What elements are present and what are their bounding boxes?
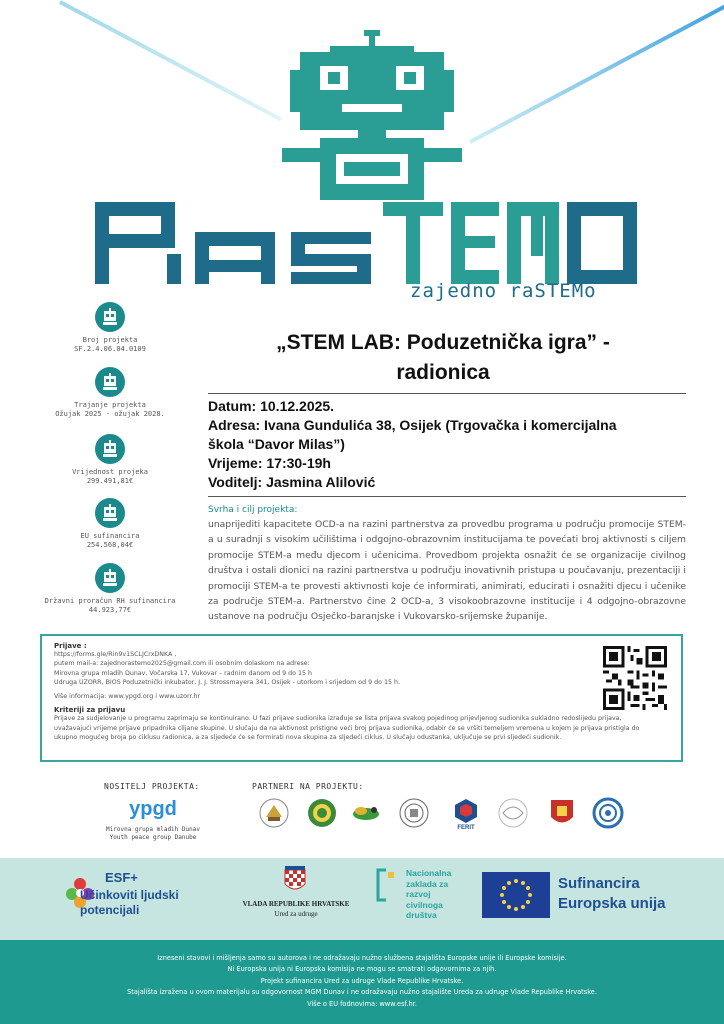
more-info: Više informacija: www.ypgd.org i www.uzorr.hr [54,693,201,701]
carrier-heading: NOSITELJ PROJEKTA: [104,782,200,791]
disclaimer-line: Stajališta izražena u ovom materijalu su odgovornost MGM Dunav i ne odražavaju nužno stajalište Ureda za udruge Vlade Republike Hrvatske. [127,988,597,997]
partner-logo-ring [592,797,624,829]
event-title [208,328,678,388]
stat-project-number [40,302,180,354]
stat-duration [40,367,180,419]
carrier-name-line2: Youth peace group Danube [109,834,197,841]
stat-value: Ožujak 2025 - ožujak 2028. [55,410,165,418]
esf-label: ESF+ [105,870,138,885]
criteria-text: uvažavajući vrijeme prijave pripadnika ciljane skupine. U slučaju da na aktivnost pristigne veći broj prijava sudionika, odabir će se vršiti temeljem vremena u kojem je prijava pristigla do [54,724,640,732]
partner-logo-school-2 [306,797,338,829]
purpose-section [208,505,686,625]
robot-head-icon [95,367,125,397]
stat-value: SF.2.4.06.04.0109 [74,345,146,353]
nzrcd-bracket-logo [376,868,402,902]
registration-line: Udruga UZORR, BIOS Poduzetnički inkubator, J. J. Strossmayera 341, Osijek - utorkom i srijedom od 9 do 15 h. [54,678,400,686]
ypgd-logo-text: ypgd [129,798,177,820]
esf-program [80,888,179,918]
qr-code[interactable] [603,646,667,710]
event-details [208,393,686,497]
criteria-text: ukupno mogućeg broja po ciklusu radionica, a za sljedeće će se formirati nova skupina za sljedeći ciklus. U slučaju odustanka, uključuje se prvi sljedeći sudionik. [54,734,562,742]
disclaimer-line: Više o EU fodnovima: www.esf.hr. [307,999,417,1008]
nzrcd-name [406,868,451,921]
stat-value: 254.568,04€ [86,541,134,549]
rastemo-logo [95,198,640,286]
ypgd-logo [126,796,180,820]
robot-head-icon [95,563,125,593]
registration-link[interactable]: https://forms.gle/Rin9v1SCLJCrxDNKA , [54,651,177,658]
stat-label: Broj projekta [82,336,138,344]
registration-line: Mirovna grupa mladih Dunav, Vočarska 17, Vukovar – radnim danom od 9 do 15 h [54,669,313,677]
stat-label: EU sufinancira [80,532,140,540]
registration-box [40,634,683,762]
event-title-line1: „STEM LAB: Poduzetnička igra” - [276,331,610,354]
stat-value: 44.923,77€ [88,606,132,614]
registration-line: putem mail-a: zajednorastemo2025@gmail.com ili osobnim dolaskom na adrese: [54,660,310,668]
esf-line1: Učinkoviti ljudski [80,888,179,902]
croatian-coat-of-arms [284,866,306,894]
stat-project-value [40,434,180,486]
event-address-line2: škola “Davor Milas”) [208,436,345,452]
event-date: Datum: 10.12.2025. [208,398,335,414]
partner-logo-ferit [450,797,482,829]
nz-line: društva [406,910,437,920]
partner-logo-faculty [497,797,529,829]
purpose-text: unaprijediti kapacitete OCD-a na razini partnerstva za provedbu programa u području promocije STEM-a u suradnji s visokim učilištima i odgojno-obrazovnim institucijama te povećati broj aktivnosti s ciljem promocije STEM-a među djecom i učenicima. Provedbom projekta osnažit će se organizacije civilnog društva i ostali dionici na razini partnerstva u području inovativnih pristupa u poučavanju, prezentaciji i promociji STEM-a te provesti aktivnosti koje će informirati, animirati, educirati i osnažiti djecu i učenike za područje STEM-a. Partnerstvo čine 2 OCD-a, 3 visokoobrazovne institucije i 4 odgojno-obrazovne ustanove na području Osječko-baranjske i Vukovarsko-srijemske županije. [208,519,686,623]
partner-logo-crest [546,797,578,829]
event-leader: Voditelj: Jasmina Alilović [208,474,376,490]
event-time: Vrijeme: 17:30-19h [208,455,331,471]
nz-line: razvoj [406,889,431,899]
vlada-office: Ured za udruge [274,910,318,918]
partner-logo-university [398,797,430,829]
nz-line: Nacionalna [406,868,452,878]
decorative-beam [469,0,724,144]
decorative-beam [59,0,282,121]
eu-cofinanced [558,874,666,914]
stat-label: Vrijednost projeka [72,468,148,476]
disclaimer-line: Ni Europska unija ni Europska komisija ne mogu se smatrati odgovornima za njih. [227,965,497,974]
esf-line2: potencijali [80,903,140,917]
tagline: zajedno raSTEMo [410,280,597,302]
partner-logo-uzorr [350,797,382,829]
eu-line2: Europska unija [558,895,666,912]
robot-illustration [272,30,472,210]
stat-state-budget [40,563,180,615]
stat-value: 299.491,81€ [86,477,134,485]
stat-eu-cofinancing [40,498,180,550]
stat-label: Trajanje projekta [74,401,146,409]
criteria-text: Prijave za sudjelovanje u programu zaprimaju se kontinuirano. U fazi prijave sudionika izrađuje se lista prijava svakog pojedinog prijevljenog sudionika sukladno redoslijedu prijava, [54,715,622,723]
robot-head-icon [95,302,125,332]
disclaimer-line: Izneseni stavovi i mišljenja samo su autorova i ne odražavaju nužno službena stajališta Europske unije ili Europske komisije. [157,954,567,962]
event-title-line2: radionica [396,361,490,384]
carrier-name-line1: Mirovna grupa mladih Dunav [106,826,200,833]
stat-label: Državni proračun RH sufinancira [44,597,176,605]
eu-line1: Sufinancira [558,875,640,892]
criteria-heading: Kriteriji za prijavu [54,706,126,715]
disclaimer-line: Projekt sufinancira Ured za udruge Vlade Republike Hrvatske. [260,976,464,985]
purpose-heading: Svrha i cilj projekta: [208,505,298,515]
robot-head-icon [95,434,125,464]
disclaimer-footer [0,940,724,1024]
partners-heading: PARTNERI NA PROJEKTU: [252,782,364,791]
robot-head-icon [95,498,125,528]
partner-logo-school-1 [258,797,290,829]
eu-flag [482,872,550,918]
carrier-name [80,826,226,842]
ferit-label: FERIT [457,825,475,829]
nz-line: zaklada za [406,878,449,889]
event-address-line1: Adresa: Ivana Gundulića 38, Osijek (Trgovačka i komercijalna [208,417,617,433]
registration-heading: Prijave : [54,642,87,650]
vlada-name: VLADA REPUBLIKE HRVATSKE [242,900,350,908]
nz-line: civilnoga [406,899,443,910]
